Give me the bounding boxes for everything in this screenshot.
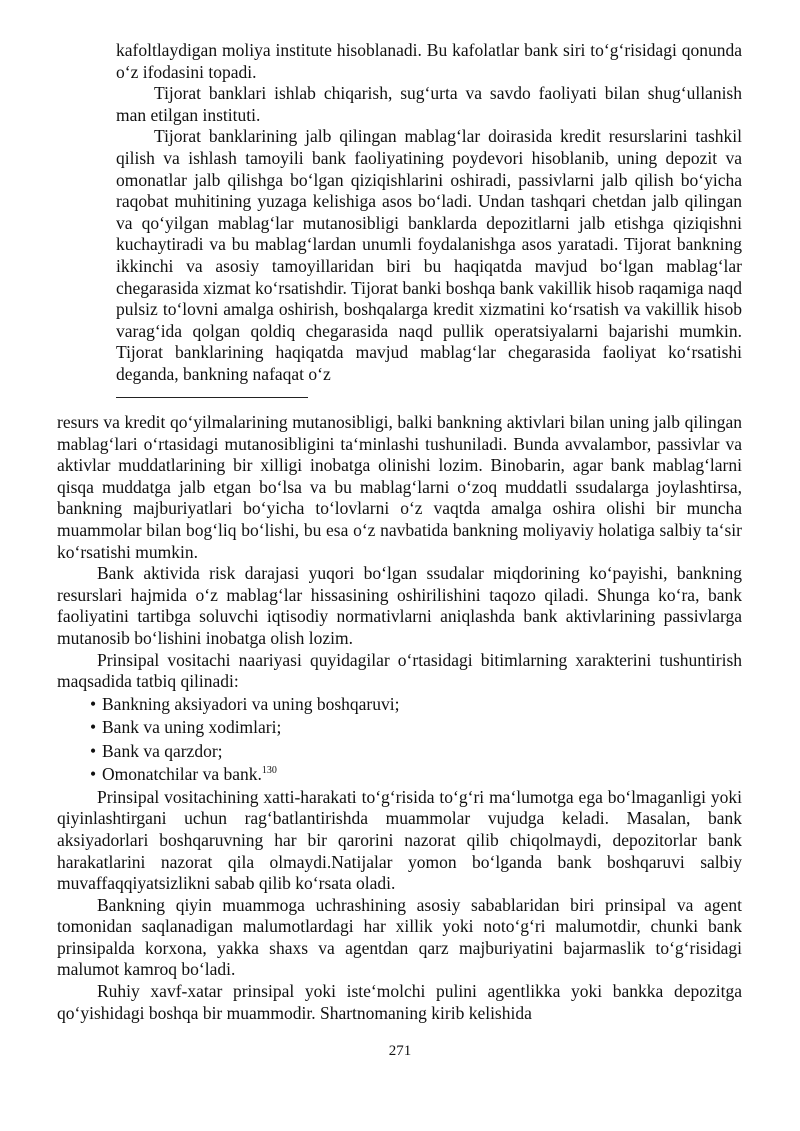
paragraph: Tijorat banklarining jalb qilingan mablag‘lar doirasida kredit resurslarini tashkil qilish va ishlash tamoyili bank faoliyatining poydevori hisoblanib, uning depozit va omonatlar jalb qilishga bo‘lgan qiziqishlarini oshiradi, passivlarni jalb qilish bo‘yicha raqobat muhitining yuzaga kelishiga asos bo‘ladi. Undan tashqari chetdan jalb qilingan va qo‘yilgan mablag‘lar mutanosibligi banklarda depozitlarni jalb etishga qiziqishni kuchaytiradi va bu mablag‘lardan unumli foydalanishga asos yaratadi. Tijorat bankning ikkinchi va asosiy tamoyillaridan biri bu haqiqatda mavjud bo‘lgan mablag‘lar chegarasida xizmat ko‘rsatishdir. Tijorat banki boshqa bank vakillik hisob raqamiga naqd pulsiz to‘lovni amalga oshirish, boshqalarga kredit xizmatini ko‘rsatish va vakillik hisob varag‘ida qolgan qoldiq chegarasida naqd pullik operatsiyalarni bajarishi mumkin. Tijorat banklarining haqiqatda mavjud mablag‘lar chegarasida faoliyat ko‘rsatishi deganda, bankning nafaqat o‘z <box>116 126 742 384</box>
paragraph: Prinsipal vositachining xatti-harakati to‘g‘risida to‘g‘ri ma‘lumotga ega bo‘lmaganligi yoki qiyinlashtirgani uchun rag‘batlantirishda muammolar vujudga keladi. Masalan, bank aksiyadorlari boshqaruvning har bir qarorini nazorat qilib chiqolmaydi, depozitorlar bank harakatlarini nazorat qila olmaydi.Natijalar yomon bo‘lganda bank boshqaruvi salbiy muvaffaqqiyatsizlikni sabab qilib ko‘rsata oladi. <box>57 786 742 894</box>
list-item <box>90 716 742 740</box>
bullet-icon: • <box>90 693 97 714</box>
paragraph: Prinsipal vositachi naariyasi quyidagilar o‘rtasidagi bitimlarning xarakterini tushuntirish maqsadida tatbiq qilinadi: <box>57 649 742 692</box>
paragraph: Bank aktivida risk darajasi yuqori bo‘lgan ssudalar miqdorining ko‘payishi, bankning resurslari hajmida o‘z mablag‘lar hissasining oshirilishini taqozo qiladi. Shunga ko‘ra, bank faoliyatini tartibga soluvchi iqtisodiy normativlarni aniqlashda bank aktivlarining passivlarga mutanosib bo‘lishini inobatga olish lozim. <box>57 563 742 648</box>
bullet-icon: • <box>90 717 97 738</box>
paragraph-continuation: resurs va kredit qo‘yilmalarining mutanosibligi, balki bankning aktivlari bilan uning jalb qilingan mablag‘lari o‘rtasidagi mutanosibligini ta‘minlashi tushuniladi. Bunda avvalambor, passivlar va aktivlar muddatlarining bir xilligi inobatga olinishi lozim. Binobarin, agar bank mablag‘larni qisqa muddatga jalb etgan bo‘lsa va bu mablag‘larni o‘zoq muddatli ssudalarga joylashtirsa, bankning majburiyatlari bo‘yicha to‘lovlarni o‘z vaqtda amalga oshira olishi bir muncha muammolar bilan bog‘liq bo‘lishi, bu esa o‘z navbatida bankning moliyaviy holatiga salbiy ta‘sir ko‘rsatishi mumkin. <box>57 412 742 562</box>
lower-text-block <box>57 412 742 1024</box>
bullet-icon: • <box>90 764 97 785</box>
paragraph: Bankning qiyin muammoga uchrashining asosiy sabablaridan biri prinsipal va agent tomonidan saqlanadigan malumotlardagi har xillik yoki noto‘g‘ri malumotdir, chunki bank prinsipalda korxona, yakka shaxs va agentdan qarz majburiyatini bajarmaslik to‘g‘risidagi malumot kamroq bo‘ladi. <box>57 894 742 980</box>
list-item <box>90 763 742 787</box>
bullet-list <box>57 693 742 787</box>
list-item-text: Bank va qarzdor; <box>102 740 223 761</box>
separator-rule <box>116 397 308 398</box>
list-item <box>90 740 742 764</box>
list-item-text: Bank va uning xodimlari; <box>102 717 282 738</box>
list-item-text: Omonatchilar va bank. <box>102 764 262 785</box>
list-item-text: Bankning aksiyadori va uning boshqaruvi; <box>102 693 400 714</box>
paragraph: Ruhiy xavf-xatar prinsipal yoki iste‘molchi pulini agentlikka yoki bankka depozitga qo‘yishidagi boshqa bir muammodir. Shartnomaning kirib kelishida <box>57 981 742 1023</box>
paragraph-continuation: kafoltlaydigan moliya institute hisoblanadi. Bu kafolatlar bank siri to‘g‘risidagi qonunda o‘z ifodasini topadi. <box>116 40 742 82</box>
list-item <box>90 693 742 717</box>
footnote-reference[interactable]: 130 <box>261 765 277 777</box>
page-number: 271 <box>388 1043 412 1059</box>
upper-text-block <box>116 40 742 386</box>
bullet-icon: • <box>90 740 97 761</box>
paragraph: Tijorat banklari ishlab chiqarish, sug‘urta va savdo faoliyati bilan shug‘ullanish man etilgan instituti. <box>116 83 742 125</box>
